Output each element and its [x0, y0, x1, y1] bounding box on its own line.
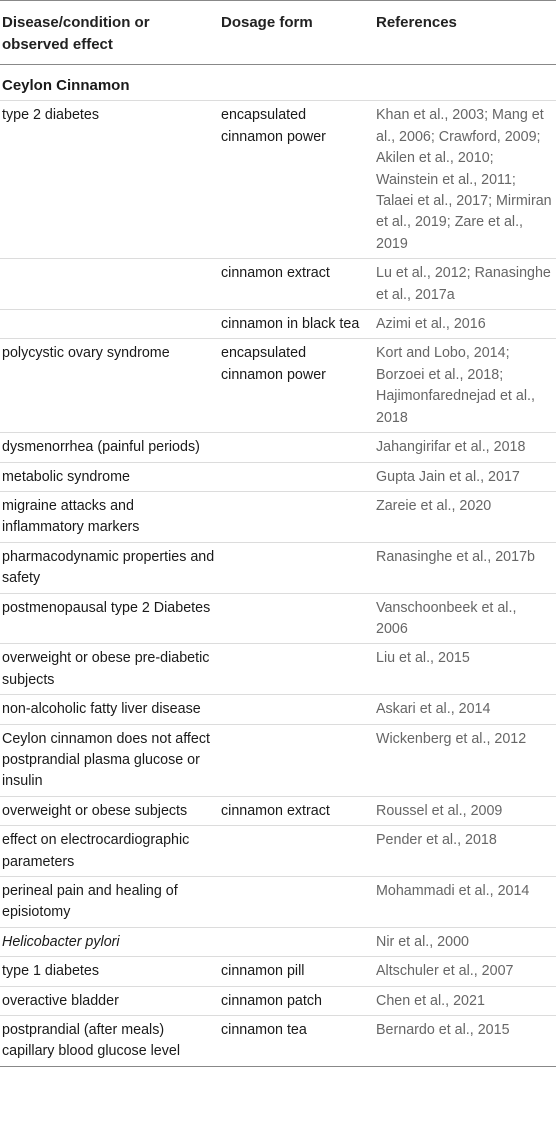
- table-row: [0, 310, 556, 339]
- condition-cell: [0, 927, 219, 956]
- reference-cell: Kort and Lobo, 2014; Borzoei et al., 2018; Hajimonfarednejad et al., 2018: [376, 345, 535, 426]
- table-row: [0, 695, 556, 724]
- reference-cell: Zareie et al., 2020: [376, 497, 492, 514]
- condition-cell: [0, 259, 219, 310]
- reference-cell: Askari et al., 2014: [376, 701, 491, 718]
- table-row: [0, 986, 556, 1015]
- reference-cell: Vanschoonbeek et al., 2006: [376, 599, 517, 637]
- reference-cell: Ranasinghe et al., 2017b: [376, 548, 535, 565]
- condition-cell: overweight or obese pre-diabetic subjects: [2, 650, 210, 688]
- reference-cell: Gupta Jain et al., 2017: [376, 468, 520, 485]
- dosage-cell: cinnamon tea: [221, 1022, 307, 1039]
- table-row: [0, 259, 556, 310]
- dosage-cell: encapsulated cinnamon power: [221, 107, 326, 145]
- dosage-cell: cinnamon extract: [221, 802, 330, 819]
- reference-cell: Azimi et al., 2016: [376, 316, 486, 333]
- reference-cell: Liu et al., 2015: [376, 650, 470, 667]
- condition-cell: dysmenorrhea (painful periods): [2, 439, 200, 456]
- header-references: References: [376, 14, 457, 31]
- table-row: [0, 462, 556, 491]
- table-row: [0, 491, 556, 542]
- condition-cell: postprandial (after meals) capillary blood glucose level: [2, 1022, 181, 1060]
- reference-cell: Mohammadi et al., 2014: [376, 883, 530, 899]
- condition-cell: type 2 diabetes: [2, 107, 99, 124]
- condition-cell: non-alcoholic fatty liver disease: [2, 701, 201, 718]
- reference-cell: Wickenberg et al., 2012: [376, 730, 527, 747]
- dosage-cell: [219, 644, 374, 695]
- reference-cell: Roussel et al., 2009: [376, 802, 503, 819]
- condition-cell: migraine attacks and inflammatory markers: [2, 497, 140, 536]
- dosage-cell: [219, 877, 374, 928]
- table-row: [0, 877, 556, 928]
- condition-cell: overactive bladder: [2, 992, 119, 1009]
- table-row: [0, 101, 556, 259]
- reference-cell: Pender et al., 2018: [376, 832, 497, 849]
- reference-cell: Chen et al., 2021: [376, 992, 485, 1009]
- dosage-cell: [219, 927, 374, 956]
- dosage-cell: [219, 826, 374, 877]
- table-row: [0, 542, 556, 593]
- condition-cell: polycystic ovary syndrome: [2, 345, 170, 362]
- dosage-cell: encapsulated cinnamon power: [221, 345, 326, 383]
- condition-cell: pharmacodynamic properties and safety: [2, 548, 215, 587]
- condition-cell: [0, 310, 219, 339]
- dosage-cell: [219, 491, 374, 542]
- dosage-cell: cinnamon patch: [221, 992, 322, 1009]
- dosage-cell: cinnamon in black tea: [221, 316, 360, 333]
- table-header-row: [0, 1, 556, 65]
- table-row: [0, 433, 556, 462]
- table-row: [0, 826, 556, 877]
- table-row: [0, 796, 556, 825]
- reference-cell: Bernardo et al., 2015: [376, 1022, 510, 1039]
- dosage-cell: [219, 724, 374, 796]
- header-condition: Disease/condition or observed effect: [2, 14, 150, 53]
- reference-cell: Lu et al., 2012; Ranasinghe et al., 2017a: [376, 265, 551, 303]
- condition-cell: postmenopausal type 2 Diabetes: [2, 599, 211, 616]
- section-row: [0, 65, 556, 101]
- table-row: [0, 644, 556, 695]
- dosage-cell: [219, 695, 374, 724]
- dosage-cell: cinnamon pill: [221, 963, 305, 980]
- reference-cell: Nir et al., 2000: [376, 933, 469, 950]
- organism-name: Helicobacter pylori: [2, 933, 120, 950]
- table-row: [0, 724, 556, 796]
- table-row: [0, 1016, 556, 1067]
- table-row: [0, 927, 556, 956]
- condition-cell: Ceylon cinnamon does not affect postprandial plasma glucose or insulin: [2, 730, 210, 790]
- dosage-cell: [219, 462, 374, 491]
- dosage-cell: [219, 593, 374, 644]
- dosage-cell: cinnamon extract: [221, 265, 330, 282]
- reference-cell: Khan et al., 2003; Mang et al., 2006; Crawford, 2009; Akilen et al., 2010; Wainstein et al., 2011; Talaei et al., 2017; Mirmiran et al., 2019; Zare et al., 2019: [376, 107, 552, 252]
- header-dosage-form: Dosage form: [221, 14, 313, 31]
- dosage-cell: [219, 433, 374, 462]
- condition-cell: type 1 diabetes: [2, 963, 99, 980]
- condition-cell: effect on electrocardiographic parameters: [2, 832, 190, 870]
- reference-cell: Altschuler et al., 2007: [376, 963, 514, 980]
- section-title: Ceylon Cinnamon: [2, 77, 130, 94]
- table-row: [0, 593, 556, 644]
- condition-cell: perineal pain and healing of episiotomy: [2, 883, 178, 921]
- reference-cell: Jahangirifar et al., 2018: [376, 439, 526, 456]
- condition-cell: overweight or obese subjects: [2, 802, 188, 819]
- table-row: [0, 339, 556, 433]
- table-row: [0, 957, 556, 986]
- dosage-cell: [219, 542, 374, 593]
- condition-cell: metabolic syndrome: [2, 468, 130, 485]
